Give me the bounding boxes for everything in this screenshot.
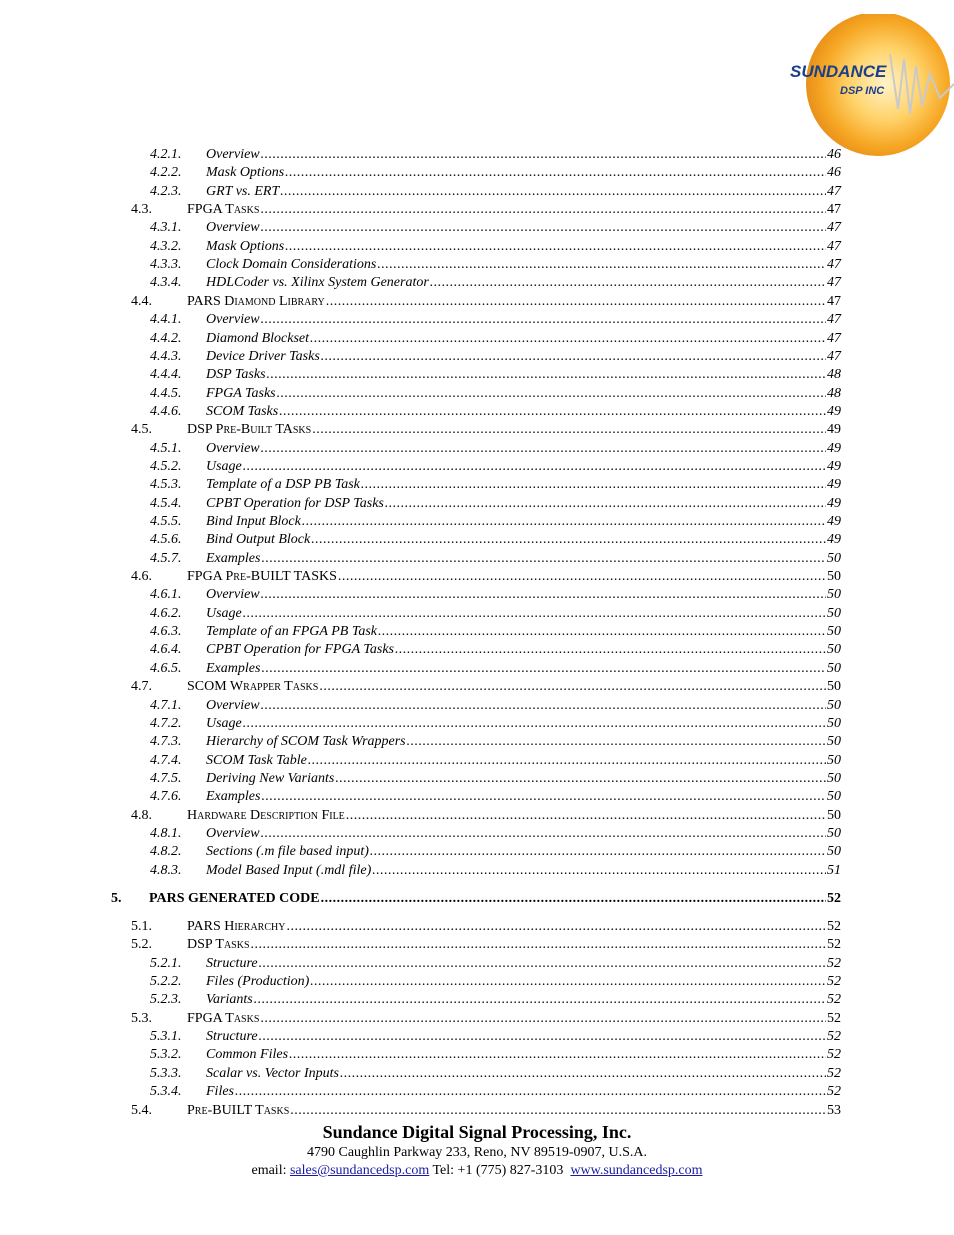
- toc-entry-number: 5.2.1.: [150, 955, 182, 971]
- toc-dot-leader: [261, 551, 826, 567]
- toc-dot-leader: [310, 974, 826, 990]
- toc-entry-title: Bind Input Block: [206, 514, 301, 529]
- toc-entry-number: 4.7.: [131, 679, 152, 695]
- toc-entry-page: 50: [827, 587, 841, 603]
- toc-dot-leader: [321, 349, 826, 365]
- toc-entry-page: 50: [827, 624, 841, 640]
- toc-entry-page: 50: [827, 679, 841, 695]
- toc-entry-number: 4.6.5.: [150, 660, 182, 676]
- toc-entry-number: 5.2.: [131, 937, 152, 953]
- toc-entry-title: GRT vs. ERT: [206, 183, 280, 199]
- toc-entry-title: Overview: [206, 220, 260, 236]
- toc-entry-title: Clock Domain Considerations: [206, 257, 377, 273]
- toc-entry[interactable]: [150, 239, 841, 255]
- toc-entry-number: 5.3.4.: [150, 1084, 182, 1100]
- toc-entry-page: 49: [827, 403, 841, 419]
- toc-entry-number: 4.7.3.: [150, 734, 182, 750]
- toc-dot-leader: [243, 716, 826, 732]
- toc-dot-leader: [290, 1103, 826, 1119]
- toc-entry-title: SCOM Tasks: [206, 403, 279, 419]
- toc-entry-page: 49: [827, 458, 841, 474]
- toc-entry-page: 50: [827, 550, 841, 566]
- toc-entry-number: 4.4.3.: [150, 348, 182, 364]
- toc-entry-page: 52: [827, 955, 841, 971]
- logo-line2: DSP INC: [840, 85, 885, 97]
- toc-entry[interactable]: [150, 496, 841, 512]
- toc-entry-page: 47: [827, 330, 841, 346]
- toc-entry-number: 4.4.6.: [150, 403, 182, 419]
- toc-entry-number: 4.4.1.: [150, 312, 182, 328]
- toc-entry-number: 4.3.2.: [150, 238, 182, 254]
- toc-entry-number: 4.6.1.: [150, 587, 182, 603]
- toc-entry-number: 4.5.2.: [150, 458, 182, 474]
- toc-dot-leader: [372, 863, 826, 879]
- toc-entry-number: 4.5.1.: [150, 440, 182, 456]
- email-link[interactable]: sales@sundancedsp.com: [289, 1163, 430, 1178]
- toc-entry-title: Hardware Description File: [187, 807, 345, 823]
- toc-entry[interactable]: [150, 956, 841, 972]
- toc-entry-number: 4.5.3.: [150, 477, 182, 493]
- toc-entry[interactable]: [150, 551, 841, 567]
- toc-dot-leader: [326, 294, 826, 310]
- toc-entry-page: 47: [827, 238, 841, 254]
- toc-dot-leader: [312, 422, 826, 438]
- toc-entry[interactable]: [150, 624, 841, 640]
- toc-entry-number: 5.3.: [131, 1010, 152, 1026]
- toc-entry-title: Examples: [206, 550, 261, 566]
- toc-entry-title: Device Driver Tasks: [206, 348, 320, 364]
- toc-entry-page: 50: [827, 752, 841, 768]
- toc-entry-title: Scalar vs. Vector Inputs: [206, 1065, 339, 1081]
- toc-entry-title: CPBT Operation for FPGA Tasks: [206, 642, 394, 658]
- toc-dot-leader: [289, 1047, 826, 1063]
- toc-entry-page: 47: [827, 220, 841, 236]
- toc-entry[interactable]: [150, 312, 841, 328]
- toc-entry-number: 5.3.2.: [150, 1047, 182, 1063]
- toc-dot-leader: [311, 532, 826, 548]
- toc-entry-number: 4.3.3.: [150, 257, 182, 273]
- toc-dot-leader: [285, 165, 826, 181]
- toc-entry-number: 5.2.2.: [150, 974, 182, 990]
- toc-entry-title: Deriving New Variants: [206, 770, 335, 786]
- toc-entry[interactable]: [131, 1103, 841, 1119]
- toc-entry[interactable]: [111, 891, 841, 907]
- toc-entry-title: FPGA Tasks: [206, 385, 276, 401]
- toc-entry[interactable]: [150, 147, 841, 163]
- toc-entry-title: Template of a DSP PB Task: [206, 477, 360, 493]
- toc-entry-title: FPGA Tasks: [187, 202, 260, 218]
- toc-entry-number: 4.8.3.: [150, 862, 182, 878]
- toc-entry-number: 5.3.1.: [150, 1029, 182, 1045]
- toc-entry[interactable]: [150, 826, 841, 842]
- toc-entry-page: 50: [827, 697, 841, 713]
- toc-dot-leader: [243, 459, 826, 475]
- toc-entry-page: 52: [827, 992, 841, 1008]
- toc-entry-number: 4.6.4.: [150, 642, 182, 658]
- toc-entry-title: PARS Hierarchy: [187, 919, 286, 934]
- toc-dot-leader: [261, 826, 826, 842]
- toc-dot-leader: [243, 606, 826, 622]
- toc-entry[interactable]: [131, 202, 841, 218]
- toc-entry-page: 52: [827, 1065, 841, 1081]
- toc-entry-number: 4.6.2.: [150, 605, 182, 621]
- toc-dot-leader: [430, 275, 826, 291]
- toc-entry-page: 52: [827, 1010, 841, 1026]
- toc-entry[interactable]: [150, 441, 841, 457]
- toc-entry-title: CPBT Operation for DSP Tasks: [206, 495, 384, 511]
- toc-entry-title: Model Based Input (.mdl file): [206, 862, 372, 878]
- toc-entry-title: Usage: [206, 715, 242, 731]
- toc-entry-title: HDLCoder vs. Xilinx System Generator: [206, 275, 429, 291]
- toc-entry[interactable]: [131, 1011, 841, 1027]
- toc-entry-title: PARS GENERATED CODE: [149, 891, 320, 906]
- toc-entry[interactable]: [150, 698, 841, 714]
- toc-dot-leader: [261, 661, 826, 677]
- toc-entry[interactable]: [150, 477, 841, 493]
- toc-entry[interactable]: [150, 844, 841, 860]
- toc-entry-page: 47: [827, 202, 841, 218]
- toc-entry-number: 4.4.2.: [150, 330, 182, 346]
- toc-entry-title: DSP Tasks: [187, 937, 250, 953]
- toc-entry[interactable]: [131, 808, 841, 824]
- toc-entry-number: 4.2.2.: [150, 165, 182, 181]
- logo-line1: SUNDANCE: [790, 62, 887, 81]
- toc-entry[interactable]: [150, 606, 841, 622]
- email-label: email:: [251, 1163, 287, 1178]
- toc-entry-page: 49: [827, 495, 841, 511]
- toc-entry-title: PARS Diamond Library: [187, 293, 325, 309]
- toc-dot-leader: [259, 956, 826, 972]
- toc-entry-title: FPGA Tasks: [187, 1010, 260, 1026]
- toc-entry-number: 5.3.3.: [150, 1065, 182, 1081]
- toc-dot-leader: [235, 1084, 826, 1100]
- telephone: Tel: +1 (775) 827-3103: [432, 1163, 564, 1178]
- toc-dot-leader: [260, 202, 826, 218]
- toc-entry[interactable]: [150, 771, 841, 787]
- toc-entry-page: 49: [827, 422, 841, 438]
- toc-entry[interactable]: [150, 1066, 841, 1082]
- toc-entry[interactable]: [150, 532, 841, 548]
- toc-dot-leader: [407, 734, 826, 750]
- toc-dot-leader: [260, 1011, 826, 1027]
- toc-entry[interactable]: [150, 257, 841, 273]
- toc-entry-title: SCOM Task Table: [206, 752, 307, 768]
- toc-entry-page: 47: [827, 348, 841, 364]
- toc-entry[interactable]: [150, 992, 841, 1008]
- contact-line: [0, 1162, 954, 1180]
- toc-entry-page: 49: [827, 477, 841, 493]
- toc-entry-number: 4.2.3.: [150, 183, 182, 199]
- toc-dot-leader: [286, 919, 826, 935]
- company-name: Sundance Digital Signal Processing, Inc.: [322, 1122, 632, 1142]
- toc-dot-leader: [259, 1029, 826, 1045]
- toc-dot-leader: [261, 698, 826, 714]
- toc-entry-number: 5.2.3.: [150, 992, 182, 1008]
- toc-entry-number: 4.6.3.: [150, 624, 182, 640]
- toc-entry-number: 4.3.: [131, 202, 152, 218]
- toc-entry[interactable]: [131, 422, 841, 438]
- toc-entry[interactable]: [150, 642, 841, 658]
- toc-dot-leader: [277, 386, 826, 402]
- toc-dot-leader: [261, 312, 826, 328]
- toc-entry-page: 53: [827, 1102, 841, 1118]
- toc-entry[interactable]: [150, 587, 841, 603]
- toc-entry-title: Usage: [206, 458, 242, 474]
- toc-entry[interactable]: [150, 275, 841, 291]
- toc-entry-title: Examples: [206, 789, 261, 805]
- toc-dot-leader: [321, 891, 826, 907]
- toc-entry-number: 4.4.4.: [150, 367, 182, 383]
- toc-entry-number: 4.5.6.: [150, 532, 182, 548]
- toc-entry-page: 48: [827, 385, 841, 401]
- toc-dot-leader: [335, 771, 826, 787]
- toc-entry-page: 49: [827, 440, 841, 456]
- toc-entry-page: 50: [827, 770, 841, 786]
- toc-entry-title: Mask Options: [206, 165, 285, 181]
- toc-dot-leader: [261, 441, 826, 457]
- toc-entry-number: 4.7.6.: [150, 789, 182, 805]
- toc-entry-number: 4.7.5.: [150, 770, 182, 786]
- toc-entry-title: Template of an FPGA PB Task: [206, 624, 377, 640]
- toc-entry-title: SCOM Wrapper Tasks: [187, 679, 319, 695]
- toc-entry-title: Overview: [206, 587, 260, 603]
- toc-entry[interactable]: [150, 753, 841, 769]
- toc-entry-title: Files (Production): [206, 974, 310, 990]
- company-address: 4790 Caughlin Parkway 233, Reno, NV 89519-0907, U.S.A.: [306, 1145, 647, 1160]
- toc-entry-title: Structure: [206, 1029, 258, 1045]
- toc-entry[interactable]: [150, 331, 841, 347]
- toc-entry-number: 4.4.: [131, 293, 152, 309]
- toc-entry-title: Overview: [206, 147, 260, 162]
- toc-entry-page: 50: [827, 789, 841, 805]
- toc-entry[interactable]: [150, 716, 841, 732]
- toc-entry-number: 4.5.: [131, 422, 152, 438]
- toc-entry-page: 52: [827, 891, 841, 906]
- toc-dot-leader: [254, 992, 826, 1008]
- toc-dot-leader: [279, 404, 826, 420]
- toc-entry-title: Overview: [206, 440, 260, 456]
- toc-entry-page: 50: [827, 642, 841, 658]
- toc-entry-number: 5.1.: [131, 919, 152, 934]
- toc-entry[interactable]: [150, 1084, 841, 1100]
- toc-entry-page: 50: [827, 715, 841, 731]
- toc-entry[interactable]: [150, 220, 841, 236]
- toc-dot-leader: [267, 367, 826, 383]
- toc-entry-number: 4.5.7.: [150, 550, 182, 566]
- toc-entry-number: 5.4.: [131, 1102, 152, 1118]
- toc-entry-number: 4.8.: [131, 807, 152, 823]
- toc-entry-number: 4.5.4.: [150, 495, 182, 511]
- toc-dot-leader: [385, 496, 826, 512]
- toc-entry-page: 47: [827, 183, 841, 199]
- toc-entry[interactable]: [150, 386, 841, 402]
- toc-entry[interactable]: [150, 734, 841, 750]
- toc-entry[interactable]: [150, 1047, 841, 1063]
- toc-entry-page: 47: [827, 293, 841, 309]
- toc-dot-leader: [370, 844, 826, 860]
- toc-dot-leader: [346, 808, 826, 824]
- website-link[interactable]: www.sundancedsp.com: [570, 1163, 703, 1178]
- toc-entry-page: 47: [827, 275, 841, 291]
- toc-entry-number: 4.8.2.: [150, 844, 182, 860]
- toc-entry-title: Hierarchy of SCOM Task Wrappers: [206, 734, 406, 750]
- toc-entry-title: Bind Output Block: [206, 532, 311, 548]
- toc-entry-page: 50: [827, 734, 841, 750]
- toc-entry-page: 52: [827, 919, 841, 934]
- toc-dot-leader: [361, 477, 826, 493]
- toc-dot-leader: [285, 239, 826, 255]
- toc-entry-page: 50: [827, 569, 841, 585]
- toc-dot-leader: [338, 569, 826, 585]
- toc-entry-page: 50: [827, 807, 841, 823]
- toc-dot-leader: [310, 331, 826, 347]
- toc-entry-page: 46: [827, 147, 841, 162]
- toc-entry-number: 4.5.5.: [150, 514, 182, 529]
- toc-entry-page: 51: [827, 862, 841, 878]
- toc-entry[interactable]: [150, 404, 841, 420]
- toc-entry-title: Mask Options: [206, 238, 285, 254]
- toc-entry-title: Sections (.m file based input): [206, 844, 369, 860]
- toc-dot-leader: [319, 679, 826, 695]
- page-footer: [0, 1120, 954, 1180]
- toc-entry-number: 5.: [111, 891, 122, 906]
- toc-entry[interactable]: [150, 349, 841, 365]
- toc-dot-leader: [251, 937, 826, 953]
- toc-entry-page: 47: [827, 312, 841, 328]
- toc-dot-leader: [302, 514, 826, 530]
- toc-entry-page: 52: [827, 1029, 841, 1045]
- toc-entry-page: 48: [827, 367, 841, 383]
- toc-dot-leader: [340, 1066, 826, 1082]
- toc-entry-page: 52: [827, 937, 841, 953]
- toc-entry[interactable]: [150, 165, 841, 181]
- toc-entry-title: FPGA Pre-BUILT TASKS: [187, 569, 337, 585]
- toc-entry-page: 52: [827, 1047, 841, 1063]
- toc-entry-title: Examples: [206, 660, 261, 676]
- toc-entry-number: 4.3.4.: [150, 275, 182, 291]
- toc-dot-leader: [377, 257, 826, 273]
- toc-entry[interactable]: [150, 514, 841, 530]
- toc-entry-page: 49: [827, 514, 841, 529]
- toc-entry-title: Files: [206, 1084, 234, 1100]
- toc-entry-title: Structure: [206, 955, 258, 971]
- toc-entry-number: 4.7.1.: [150, 697, 182, 713]
- toc-entry-title: DSP Tasks: [206, 367, 266, 383]
- toc-entry[interactable]: [131, 919, 841, 935]
- toc-entry-number: 4.4.5.: [150, 385, 182, 401]
- toc-entry-page: 52: [827, 1084, 841, 1100]
- toc-entry[interactable]: [131, 679, 841, 695]
- toc-dot-leader: [261, 587, 826, 603]
- toc-entry-page: 52: [827, 974, 841, 990]
- toc-entry-number: 4.3.1.: [150, 220, 182, 236]
- toc-dot-leader: [280, 184, 826, 200]
- toc-entry-title: Overview: [206, 697, 260, 713]
- toc-entry-page: 50: [827, 844, 841, 860]
- toc-entry-title: Usage: [206, 605, 242, 621]
- toc-entry-number: 4.2.1.: [150, 147, 182, 162]
- toc-dot-leader: [261, 220, 826, 236]
- toc-entry-page: 46: [827, 165, 841, 181]
- toc-entry-number: 4.7.2.: [150, 715, 182, 731]
- toc-entry[interactable]: [150, 459, 841, 475]
- toc-entry-title: Overview: [206, 825, 260, 841]
- toc-entry-page: 49: [827, 532, 841, 548]
- toc-entry[interactable]: [131, 294, 841, 310]
- toc-dot-leader: [378, 624, 826, 640]
- toc-entry-title: Overview: [206, 312, 260, 328]
- toc-entry-page: 47: [827, 257, 841, 273]
- toc-dot-leader: [308, 753, 826, 769]
- toc-entry[interactable]: [131, 937, 841, 953]
- toc-entry-page: 50: [827, 605, 841, 621]
- toc-entry[interactable]: [150, 184, 841, 200]
- toc-entry-title: Variants: [206, 992, 253, 1008]
- toc-entry[interactable]: [150, 974, 841, 990]
- toc-dot-leader: [261, 789, 826, 805]
- toc-entry[interactable]: [150, 863, 841, 879]
- toc-entry[interactable]: [150, 367, 841, 383]
- toc-entry-number: 4.6.: [131, 569, 152, 585]
- toc-entry[interactable]: [150, 789, 841, 805]
- toc-entry-title: DSP Pre-Built TAsks: [187, 422, 312, 438]
- toc-dot-leader: [261, 147, 826, 163]
- toc-entry-title: Diamond Blockset: [206, 330, 310, 346]
- toc-entry-title: Pre-BUILT Tasks: [187, 1102, 290, 1118]
- toc-entry-title: Common Files: [206, 1047, 289, 1063]
- toc-entry-page: 50: [827, 660, 841, 676]
- toc-entry[interactable]: [131, 569, 841, 585]
- toc-entry[interactable]: [150, 1029, 841, 1045]
- toc-entry[interactable]: [150, 661, 841, 677]
- toc-entry-number: 4.8.1.: [150, 825, 182, 841]
- toc-dot-leader: [395, 642, 826, 658]
- toc-entry-number: 4.7.4.: [150, 752, 182, 768]
- toc-entry-page: 50: [827, 825, 841, 841]
